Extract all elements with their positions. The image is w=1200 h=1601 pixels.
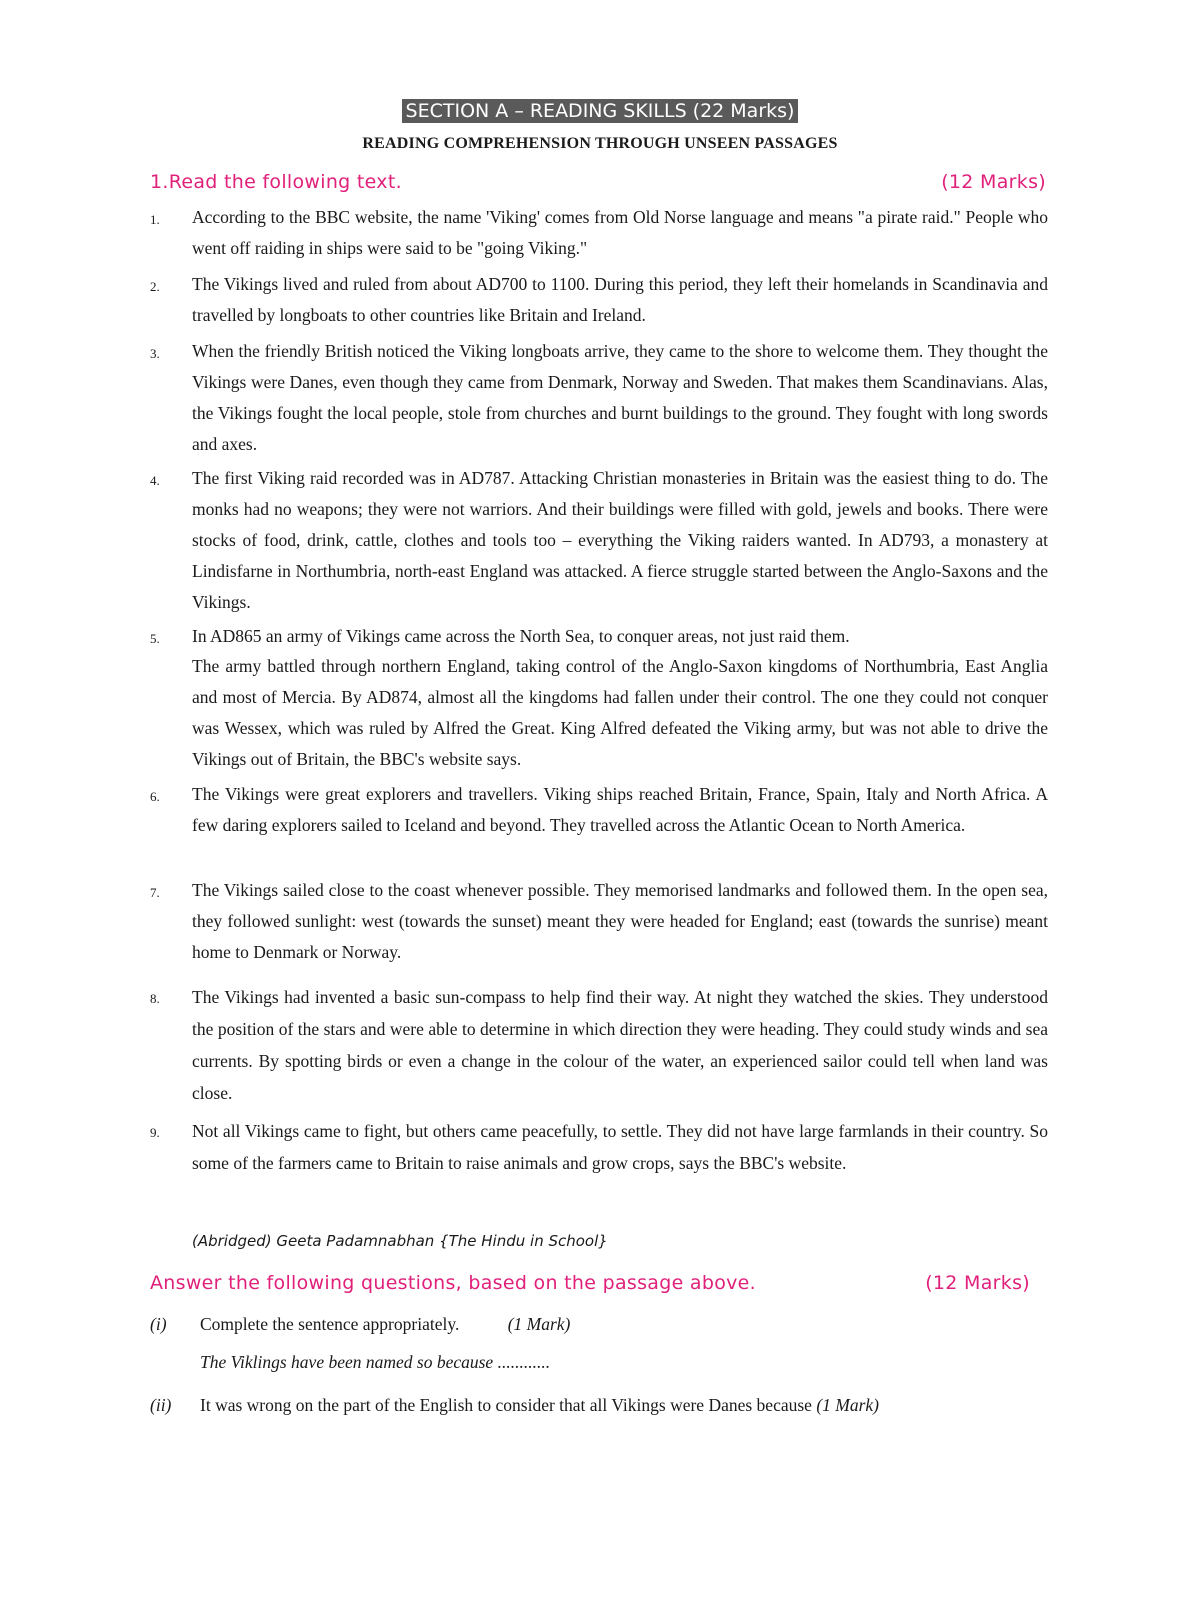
- paragraph-number: 1.: [150, 212, 160, 227]
- question-sentence: The Viklings have been named so because ............: [200, 1352, 551, 1372]
- paragraph-number: 9.: [150, 1125, 160, 1140]
- paragraph-number: 3.: [150, 346, 160, 361]
- paragraph-text: According to the BBC website, the name 'Viking' comes from Old Norse language and means "a pirate raid." People who went off raiding in ships were said to be "going Viking.": [192, 207, 1048, 258]
- questions-heading-label: Answer the following questions, based on the passage above.: [150, 1272, 757, 1294]
- paragraph-continuation: The army battled through northern England, taking control of the Anglo-Saxon kingdoms of Northumbria, East Anglia and most of Mercia. By AD874, almost all the kingdoms had fallen under their control. The one they could not conquer was Wessex, which was ruled by Alfred the Great. King Alfred defeated the Viking army, but was not able to drive the Vikings out of Britain, the BBC's website says.: [192, 656, 1048, 769]
- question-marks: (1 Mark): [507, 1314, 571, 1334]
- paragraph-text: In AD865 an army of Vikings came across the North Sea, to conquer areas, not just raid them.: [192, 626, 850, 646]
- questions-heading: [150, 1272, 1030, 1294]
- paragraph-text: The Vikings sailed close to the coast whenever possible. They memorised landmarks and followed them. In the open sea, they followed sunlight: west (towards the sunset) meant they were headed for England; east (towards the sunrise) meant home to Denmark or Norway.: [192, 880, 1048, 962]
- paragraph-number: 4.: [150, 473, 160, 488]
- section-banner-text: SECTION A – READING SKILLS (22 Marks): [402, 99, 799, 123]
- paragraph-text: The Vikings had invented a basic sun-compass to help find their way. At night they watched the skies. They understood the position of the stars and were able to determine in which direction they were heading. They could study winds and sea currents. By spotting birds or even a change in the colour of the water, an experienced sailor could tell when land was close.: [192, 987, 1048, 1103]
- question-prompt: Complete the sentence appropriately.: [200, 1314, 460, 1334]
- question-prompt: It was wrong on the part of the English to consider that all Vikings were Danes because: [200, 1395, 812, 1415]
- paragraph-number: 6.: [150, 789, 160, 804]
- paragraph-text: The Vikings lived and ruled from about AD700 to 1100. During this period, they left their homelands in Scandinavia and travelled by longboats to other countries like Britain and Ireland.: [192, 274, 1048, 325]
- paragraph-text: Not all Vikings came to fight, but others came peacefully, to settle. They did not have large farmlands in their country. So some of the farmers came to Britain to raise animals and grow crops, says the BBC's website.: [192, 1121, 1048, 1173]
- passage-heading-marks: (12 Marks): [941, 171, 1046, 193]
- paragraph-number: 8.: [150, 991, 160, 1006]
- paragraph-text: The Vikings were great explorers and travellers. Viking ships reached Britain, France, Spain, Italy and North Africa. A few daring explorers sailed to Iceland and beyond. They travelled across the Atlantic Ocean to North America.: [192, 784, 1048, 835]
- paragraph-number: 7.: [150, 885, 160, 900]
- citation: (Abridged) Geeta Padamnabhan {The Hindu in School}: [192, 1232, 608, 1250]
- question-marks: (1 Mark): [816, 1395, 879, 1415]
- paragraph-number: 5.: [150, 631, 160, 646]
- question-label: (i): [150, 1314, 167, 1334]
- paragraph-text: When the friendly British noticed the Viking longboats arrive, they came to the shore to welcome them. They thought the Vikings were Danes, even though they came from Denmark, Norway and Sweden. That makes them Scandinavians. Alas, the Vikings fought the local people, stole from churches and burnt buildings to the ground. They fought with long swords and axes.: [192, 341, 1048, 454]
- questions-heading-marks: (12 Marks): [925, 1272, 1030, 1294]
- section-banner: [0, 99, 1200, 123]
- subheading: READING COMPREHENSION THROUGH UNSEEN PASSAGES: [362, 135, 838, 152]
- question-label: (ii): [150, 1395, 172, 1415]
- question-text: [200, 1395, 879, 1416]
- passage-heading-label: 1.Read the following text.: [150, 171, 402, 193]
- paragraph-number: 2.: [150, 279, 160, 294]
- passage-heading: [150, 171, 1046, 193]
- paragraph-text: The first Viking raid recorded was in AD787. Attacking Christian monasteries in Britain was the easiest thing to do. The monks had no weapons; they were not warriors. And their buildings were filled with gold, jewels and books. There were stocks of food, drink, cattle, clothes and tools too – everything the Viking raiders wanted. In AD793, a monastery at Lindisfarne in Northumbria, north-east England was attacked. A fierce struggle started between the Anglo-Saxons and the Vikings.: [192, 468, 1048, 612]
- question-text: [200, 1314, 570, 1335]
